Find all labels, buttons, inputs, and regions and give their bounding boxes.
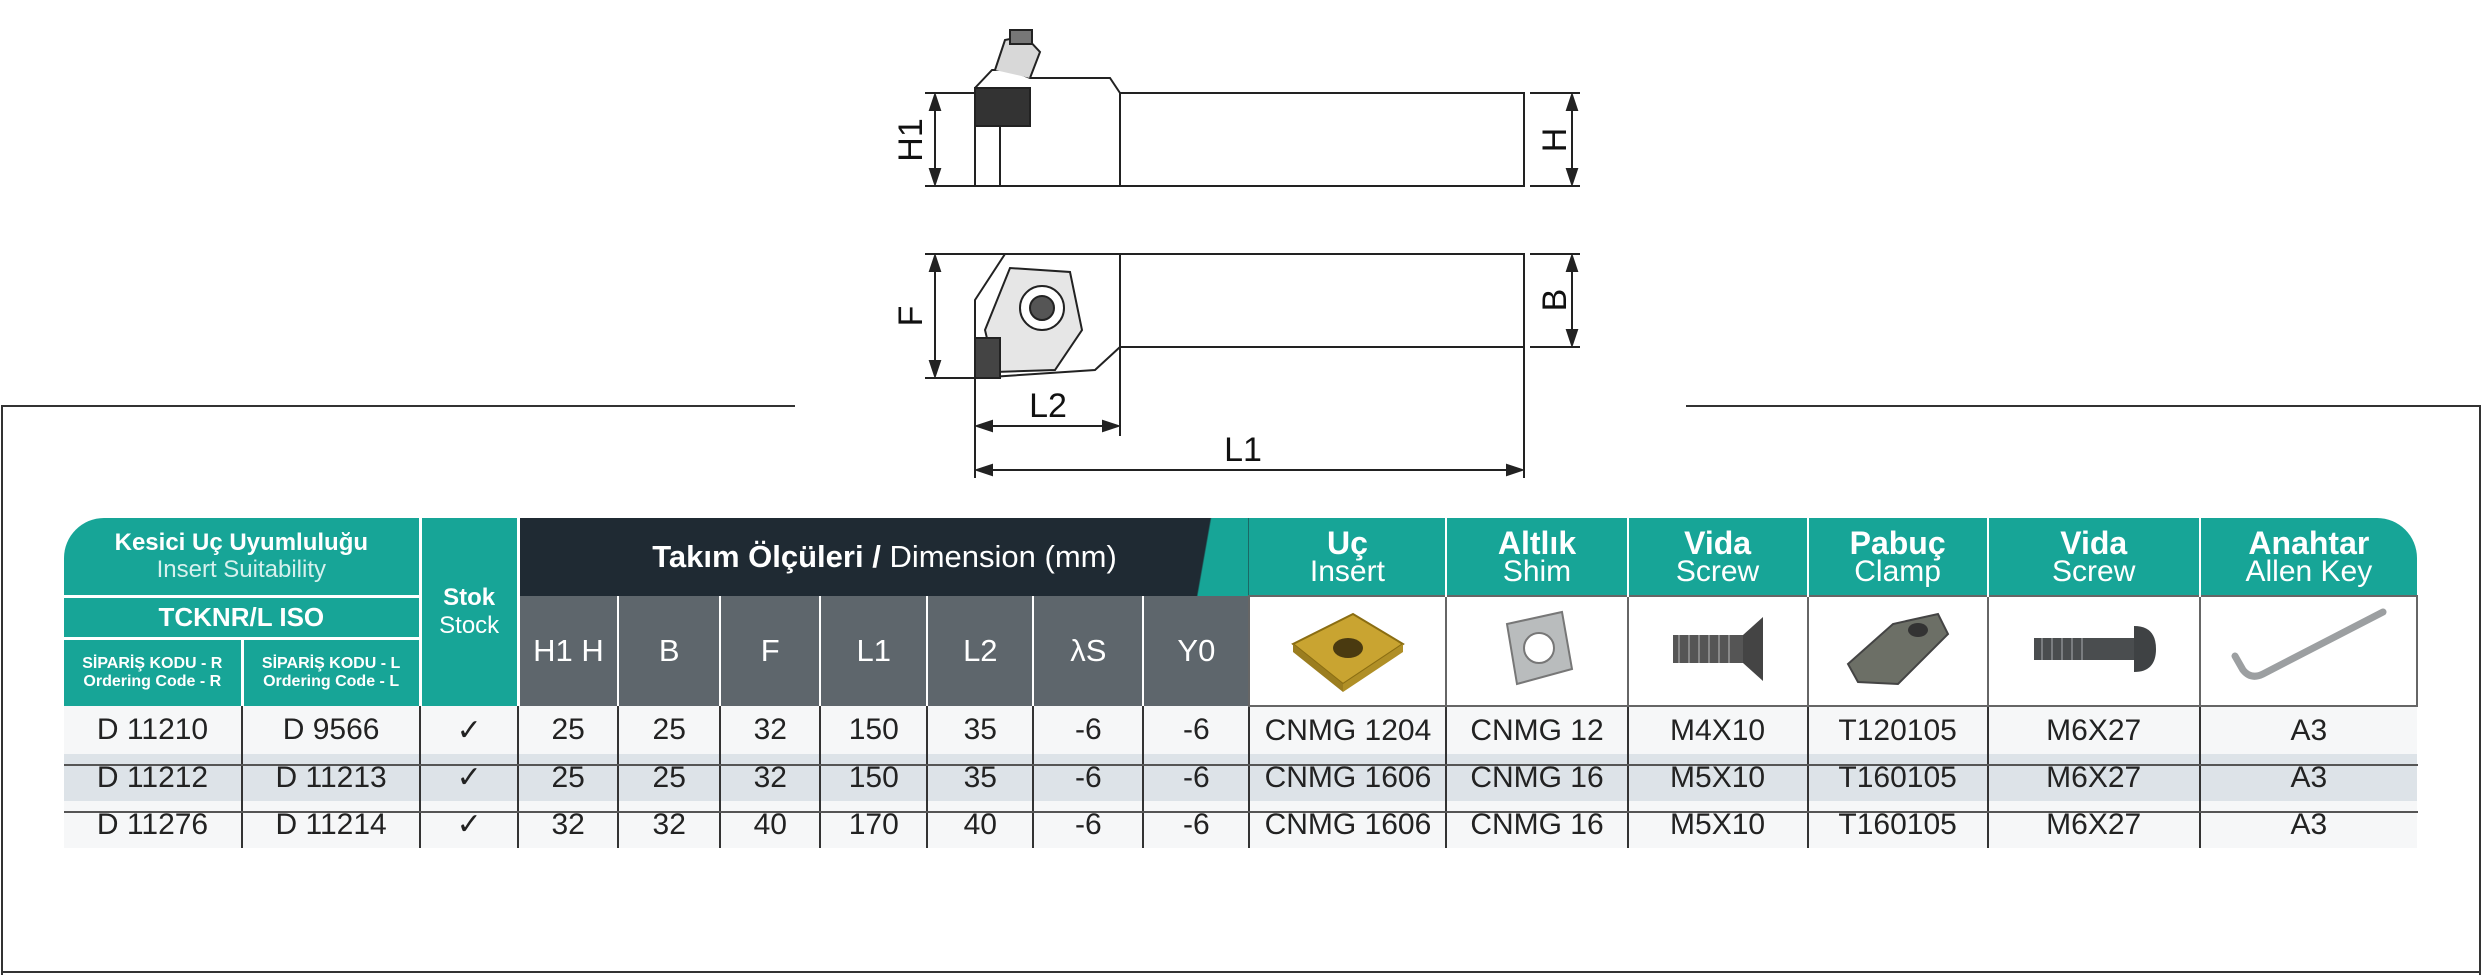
cell-screw: M4X10	[1628, 706, 1808, 754]
stock-check: ✓	[420, 754, 518, 801]
cell-allen-key: A3	[2200, 801, 2417, 848]
order-code-l: D 11214	[242, 801, 420, 848]
cell-l1: 150	[820, 706, 927, 754]
compat-subtitle: Insert Suitability	[156, 556, 327, 584]
label-l1: L1	[1224, 431, 1262, 469]
cell-f: 32	[720, 754, 820, 801]
stock-check: ✓	[420, 706, 518, 754]
dim-col-y0: Y0	[1143, 596, 1249, 706]
cell-l2: 35	[927, 754, 1033, 801]
cell-h1h: 25	[518, 754, 618, 801]
cell-y0: -6	[1143, 754, 1249, 801]
order-code-r: D 11212	[64, 754, 242, 801]
insert-icon	[1249, 596, 1446, 706]
label-b: B	[1536, 288, 1574, 312]
table-row	[64, 706, 2417, 754]
cell-l1: 170	[820, 801, 927, 848]
cell-screw: M5X10	[1628, 801, 1808, 848]
table-row	[64, 801, 2417, 848]
cell-y0: -6	[1143, 706, 1249, 754]
cell-l2: 40	[927, 801, 1033, 848]
cell-screw-2: M6X27	[1988, 801, 2200, 848]
spec-table	[64, 518, 2418, 848]
shim-icon	[1446, 596, 1627, 706]
part-header-clamp: Pabuç Clamp	[1808, 518, 1988, 596]
label-h: H	[1536, 127, 1574, 153]
order-code-l: D 9566	[242, 706, 420, 754]
series-label: TCKNR/L ISO	[64, 596, 420, 638]
cell-l2: 35	[927, 706, 1033, 754]
order-code-l-header	[242, 638, 420, 706]
part-header-allen-key: Anahtar Allen Key	[2200, 518, 2417, 596]
cell-b: 32	[618, 801, 720, 848]
screw-icon	[1628, 596, 1808, 706]
cell-l1: 150	[820, 754, 927, 801]
cell-insert: CNMG 1204	[1249, 706, 1446, 754]
cell-h1h: 32	[518, 801, 618, 848]
order-code-l-en: Ordering Code - L	[263, 672, 400, 690]
order-code-r-tr: SİPARİŞ KODU - R	[82, 654, 223, 672]
cell-b: 25	[618, 706, 720, 754]
dimension-title-tr: Takım Ölçüleri /	[652, 539, 881, 574]
cell-y0: -6	[1143, 801, 1249, 848]
label-l2: L2	[1029, 387, 1067, 425]
part-header-shim: Altlık Shim	[1446, 518, 1627, 596]
cell-ls: -6	[1033, 706, 1143, 754]
cell-b: 25	[618, 754, 720, 801]
cell-ls: -6	[1033, 754, 1143, 801]
cell-allen-key: A3	[2200, 706, 2417, 754]
part-header-insert: Uç Insert	[1249, 518, 1446, 596]
cell-screw-2: M6X27	[1988, 754, 2200, 801]
dim-col-b: B	[618, 596, 720, 706]
part-header-screw-2: Vida Screw	[1988, 518, 2200, 596]
dim-col-l2: L2	[927, 596, 1033, 706]
order-code-r-en: Ordering Code - R	[83, 672, 222, 690]
dimension-title-en: Dimension (mm)	[880, 539, 1117, 574]
order-code-l: D 11213	[242, 754, 420, 801]
table-row	[64, 754, 2417, 801]
cell-insert: CNMG 1606	[1249, 801, 1446, 848]
dim-col-h1h: H1 H	[518, 596, 618, 706]
part-header-screw: Vida Screw	[1628, 518, 1808, 596]
dim-col-l1: L1	[820, 596, 927, 706]
dim-col-ls: λS	[1033, 596, 1143, 706]
cell-screw-2: M6X27	[1988, 706, 2200, 754]
cell-shim: CNMG 12	[1446, 706, 1627, 754]
stock-header	[420, 518, 518, 706]
cell-allen-key: A3	[2200, 754, 2417, 801]
compat-title: Kesici Uç Uyumluluğu	[114, 529, 369, 557]
cell-shim: CNMG 16	[1446, 801, 1627, 848]
cell-clamp: T160105	[1808, 754, 1988, 801]
cell-insert: CNMG 1606	[1249, 754, 1446, 801]
label-f: F	[892, 305, 930, 327]
compat-header	[64, 518, 420, 596]
cell-shim: CNMG 16	[1446, 754, 1627, 801]
cell-ls: -6	[1033, 801, 1143, 848]
cell-f: 32	[720, 706, 820, 754]
stock-title: Stok	[443, 584, 496, 611]
cell-h1h: 25	[518, 706, 618, 754]
stock-check: ✓	[420, 801, 518, 848]
order-code-r: D 11210	[64, 706, 242, 754]
screw-icon	[1988, 596, 2200, 706]
clamp-icon	[1808, 596, 1988, 706]
side-view	[925, 30, 1580, 186]
cell-f: 40	[720, 801, 820, 848]
cell-clamp: T160105	[1808, 801, 1988, 848]
order-code-r: D 11276	[64, 801, 242, 848]
order-code-l-tr: SİPARİŞ KODU - L	[261, 654, 401, 672]
cell-screw: M5X10	[1628, 754, 1808, 801]
cell-clamp: T120105	[1808, 706, 1988, 754]
order-code-r-header	[64, 638, 242, 706]
label-h1: H1	[892, 118, 930, 162]
allen-key-icon	[2200, 596, 2417, 706]
stock-subtitle: Stock	[439, 612, 500, 639]
dimension-header	[518, 518, 1249, 596]
dim-col-f: F	[720, 596, 820, 706]
